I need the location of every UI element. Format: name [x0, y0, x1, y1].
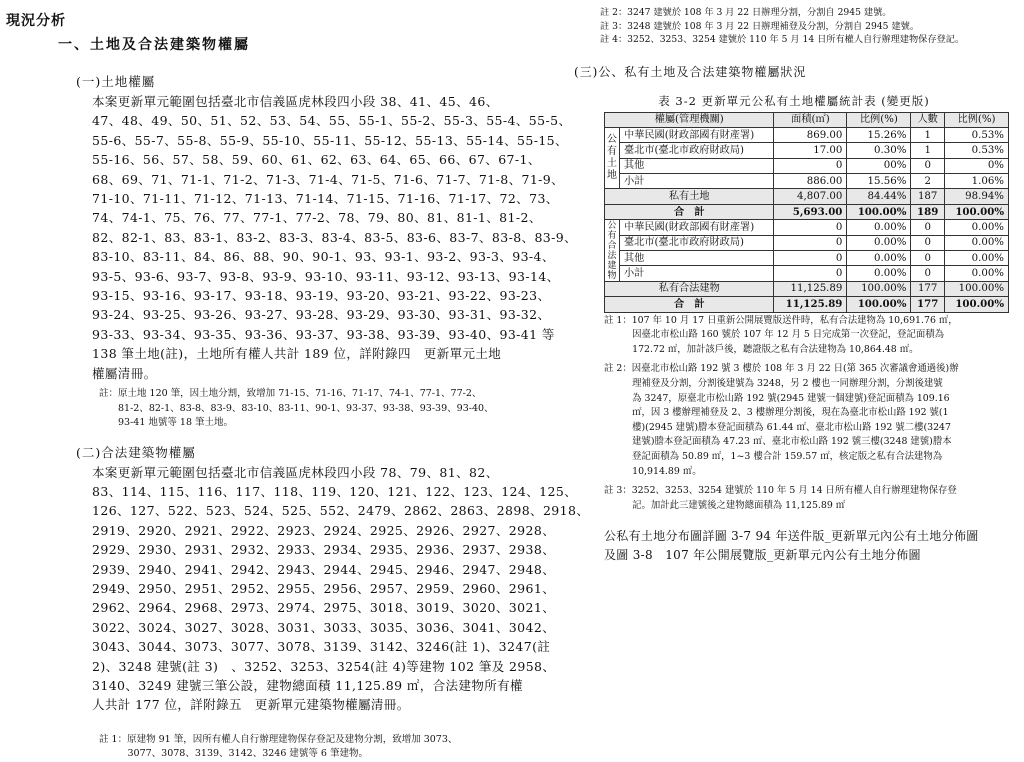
table-cell: 0.00%	[944, 220, 1008, 235]
table-note-line: 註 1：107 年 10 月 17 日重新公開展覽版送件時，私有合法建物為 10,691.76 ㎡，	[604, 314, 958, 326]
table-cell: 0.00%	[847, 235, 911, 250]
table-row	[605, 251, 1009, 266]
text-line: 83、114、115、116、117、118、119、120、121、122、123、124、125、	[92, 484, 578, 499]
table-cell: 中華民國(財政部國有財產署)	[620, 127, 774, 142]
table-row	[605, 189, 1009, 204]
table-cell: 100.00%	[944, 281, 1008, 296]
text-line: 74、74-1、75、76、77、77-1、77-2、78、79、80、81、81-1、81-2、	[92, 210, 542, 226]
table-cell: 5,693.00	[774, 204, 847, 219]
text-line: 2919、2920、2921、2922、2923、2924、2925、2926、2927、2928、	[92, 522, 556, 538]
table-note-line: 10,914.89 ㎡。	[604, 465, 702, 477]
table-row	[605, 235, 1009, 250]
land-paragraph	[92, 92, 578, 383]
table-cell: 0	[911, 235, 945, 250]
text-line: 93-15、93-16、93-17、93-18、93-19、93-20、93-21、93-22、93-23、	[92, 288, 551, 304]
col-header: 人數	[911, 112, 945, 127]
table-note-line: 172.72 ㎡，加計該戶後，聽證版之私有合法建物為 10,864.48 ㎡。	[604, 343, 919, 355]
text-line: 71-10、71-11、71-12、71-13、71-14、71-15、71-16、71-17、72、73、	[92, 191, 559, 207]
text-line: 3140、3249 建號三筆公設，建物總面積 11,125.89 ㎡，合法建物所有權	[92, 678, 523, 694]
table-cell: 小計	[620, 266, 774, 281]
table-cell: 0	[911, 220, 945, 235]
text-line: 83-10、83-11、84、86、88、90、90-1、93、93-1、93-2、93-3、93-4、	[92, 249, 555, 265]
text-line: 126、127、522、523、524、525、552、2479、2862、2863、2898、2918、	[92, 503, 590, 519]
table-cell: 合 計	[605, 204, 774, 219]
table-cell: 合 計	[605, 297, 774, 312]
table-cell: 15.56%	[847, 174, 911, 189]
table-cell: 15.26%	[847, 127, 911, 142]
table-cell: 0	[911, 266, 945, 281]
text-line: 55-6、55-7、55-8、55-9、55-10、55-11、55-12、55-13、55-14、55-15、	[92, 132, 568, 148]
closing-paragraph	[604, 527, 1014, 565]
table-cell: 886.00	[774, 174, 847, 189]
table-header-row	[605, 112, 1009, 127]
table-cell: 100.00%	[944, 297, 1008, 312]
table-cell: 4,807.00	[774, 189, 847, 204]
table-cell: 187	[911, 189, 945, 204]
table-cell: 0.53%	[944, 127, 1008, 142]
table-cell: 177	[911, 297, 945, 312]
table-cell: 0	[911, 251, 945, 266]
closing-line: 及圖 3-8 107 年公開展覽版_更新單元內公有土地分佈圖	[604, 548, 921, 563]
table-row	[605, 281, 1009, 296]
building-note	[99, 733, 516, 762]
left-column	[6, 0, 590, 762]
table-note-line: 理補登及分割，分割後建號為 3248，另 2 樓也一同辦理分割，分割後建號	[604, 377, 943, 389]
table-cell: 0	[774, 266, 847, 281]
table-row	[605, 266, 1009, 281]
text-line: 權屬清冊。	[92, 365, 157, 381]
table-row	[605, 143, 1009, 158]
table-note-line: 建號)謄本登記面積為 47.23 ㎡、臺北市松山路 192 號三樓(3248 建號)謄本	[604, 436, 952, 448]
table-note-line: ㎡，因 3 樓辦理補登及 2、3 樓辦理分割後，現在為臺北市松山路 192 號(1	[604, 407, 949, 419]
text-line: 47、48、49、50、51、52、53、54、55、55-1、55-2、55-3、55-4、55-5、	[92, 113, 572, 129]
text-line: 93-41 地號等 18 筆土地。	[99, 417, 234, 429]
group-label: 公 有 土 地	[605, 127, 620, 189]
text-line: 3022、3024、3027、3028、3031、3033、3035、3036、3041、3042、	[92, 619, 556, 635]
table-row	[605, 297, 1009, 312]
table-cell: 0	[911, 158, 945, 173]
ownership-table	[604, 112, 1009, 313]
building-paragraph	[92, 463, 590, 715]
table-cell: 中華民國(財政部國有財產署)	[620, 220, 774, 235]
table-cell: 其他	[620, 251, 774, 266]
text-line: 2949、2950、2951、2952、2955、2956、2957、2959、2960、2961、	[92, 581, 556, 597]
text-line: 註 1：原建物 91 筆，因所有權人自行辦理建物保存登記及建物分割，致增加 3073、	[99, 733, 458, 745]
table-cell: 0.00%	[944, 235, 1008, 250]
building-subheading: (二)合法建築物權屬	[76, 444, 196, 460]
table-cell: 0	[774, 158, 847, 173]
text-line: 2929、2930、2931、2932、2933、2934、2935、2936、2937、2938、	[92, 542, 556, 558]
table-cell: 0.00%	[944, 266, 1008, 281]
table-row	[605, 158, 1009, 173]
text-line: 2962、2964、2968、2973、2974、2975、3018、3019、3020、3021、	[92, 600, 556, 616]
table-cell: 0.00%	[944, 251, 1008, 266]
table-cell: 臺北市(臺北市政府財政局)	[620, 235, 774, 250]
table-cell: 100.00%	[847, 297, 911, 312]
land-subheading: (一)土地權屬	[76, 74, 156, 89]
table-note-line: 為 3247，原臺北市松山路 192 號(2945 建號一個建號)登記面積為 109.16	[604, 392, 950, 404]
table-cell: 0	[774, 235, 847, 250]
text-line: 3043、3044、3073、3077、3078、3139、3142、3246(註 1)、3247(註	[92, 639, 551, 655]
top-note: 註 3：3248 建號於 108 年 3 月 22 日辦理補登及分割，分割自 2945 建號。	[600, 20, 920, 32]
text-line: 本案更新單元範圍包括臺北市信義區虎林段四小段 38、41、45、46、	[92, 94, 499, 109]
ownership-heading: (三)公、私有土地及合法建築物權屬狀況	[574, 64, 807, 79]
table-row	[605, 204, 1009, 219]
table-cell: 1	[911, 127, 945, 142]
text-line: 註：原土地 120 筆，因土地分割，致增加 71-15、71-16、71-17、74-1、77-1、77-2、	[99, 388, 482, 400]
table-cell: 1.06%	[944, 174, 1008, 189]
text-line: 3077、3078、3139、3142、3246 建號等 6 筆建物。	[99, 748, 368, 760]
table-cell: 0.00%	[847, 251, 911, 266]
table-note-line: 註 2：因臺北市松山路 192 號 3 樓於 108 年 3 月 22 日(第 365 次審議會通過後)辦	[604, 363, 959, 375]
text-line: 2939、2940、2941、2942、2943、2944、2945、2946、2947、2948、	[92, 561, 556, 577]
table-cell: 17.00	[774, 143, 847, 158]
table-note-line: 記。加計此三建號後之建物總面積為 11,125.89 ㎡	[604, 499, 846, 511]
table-cell: 100.00%	[944, 204, 1008, 219]
table-cell: 0	[774, 251, 847, 266]
table-caption: 表 3-2 更新單元公私有土地權屬統計表 (變更版)	[658, 93, 930, 108]
text-line: 2)、3248 建號(註 3) 、3252、3253、3254(註 4)等建物 102 筆及 2958、	[92, 658, 556, 674]
table-cell: 私有合法建物	[605, 281, 774, 296]
table-notes	[604, 314, 1014, 514]
col-header: 面積(㎡)	[774, 112, 847, 127]
text-line: 138 筆土地(註)，土地所有權人共計 189 位，詳附錄四 更新單元土地	[92, 346, 502, 362]
right-column	[574, 0, 1014, 565]
table-note-line: 因臺北市松山路 160 號於 107 年 12 月 5 日完成第一次登記，登記面積為	[604, 329, 945, 341]
col-header: 比例(%)	[944, 112, 1008, 127]
table-cell: 869.00	[774, 127, 847, 142]
col-header: 比例(%)	[847, 112, 911, 127]
table-cell: 177	[911, 281, 945, 296]
table-note-line: 登記面積為 50.89 ㎡，1~3 樓合計 159.57 ㎡，核定版之私有合法建物為	[604, 450, 943, 462]
text-line: 本案更新單元範圍包括臺北市信義區虎林段四小段 78、79、81、82、	[92, 464, 499, 480]
table-cell: 189	[911, 204, 945, 219]
table-cell: 0.00%	[847, 266, 911, 281]
table-cell: 私有土地	[605, 189, 774, 204]
table-cell: 0	[774, 220, 847, 235]
table-cell: 0.30%	[847, 143, 911, 158]
table-row	[605, 127, 1009, 142]
table-row	[605, 220, 1009, 235]
table-cell: 00%	[847, 158, 911, 173]
text-line: 55-16、56、57、58、59、60、61、62、63、64、65、66、67、67-1、	[92, 152, 541, 168]
text-line: 人共計 177 位，詳附錄五 更新單元建築物權屬清冊。	[92, 697, 410, 713]
main-heading: 一、土地及合法建築物權屬	[58, 37, 250, 53]
top-note: 註 4：3252、3253、3254 建號於 110 年 5 月 14 日所有權人自行辦理建物保存登記。	[600, 34, 965, 45]
text-line: 81-2、82-1、83-8、83-9、83-10、83-11、90-1、93-37、93-38、93-39、93-40、	[99, 402, 494, 414]
table-cell: 84.44%	[847, 189, 911, 204]
text-line: 68、69、71、71-1、71-2、71-3、71-4、71-5、71-6、71-7、71-8、71-9、	[92, 171, 565, 187]
table-cell: 100.00%	[847, 281, 911, 296]
table-cell: 0%	[944, 158, 1008, 173]
text-line: 93-5、93-6、93-7、93-8、93-9、93-10、93-11、93-12、93-13、93-14、	[92, 268, 560, 284]
table-cell: 98.94%	[944, 189, 1008, 204]
table-cell: 11,125.89	[774, 281, 847, 296]
land-note	[99, 387, 516, 431]
top-notes	[600, 6, 1014, 47]
table-cell: 其他	[620, 158, 774, 173]
table-cell: 0.53%	[944, 143, 1008, 158]
closing-line: 公私有土地分布圖詳圖 3-7 94 年送件版_更新單元內公有土地分佈圖	[604, 529, 979, 544]
table-cell: 0.00%	[847, 220, 911, 235]
table-note-line: 樓)(2945 建號)謄本登記面積為 61.44 ㎡、臺北市松山路 192 號二樓(3247	[604, 421, 951, 433]
table-row	[605, 174, 1009, 189]
table-cell: 100.00%	[847, 204, 911, 219]
table-cell: 1	[911, 143, 945, 158]
top-note: 註 2：3247 建號於 108 年 3 月 22 日辦理分割，分割自 2945 建號。	[600, 7, 892, 18]
table-cell: 小計	[620, 174, 774, 189]
col-header: 權屬(管理機關)	[605, 112, 774, 127]
text-line: 82、82-1、83、83-1、83-2、83-3、83-4、83-5、83-6、83-7、83-8、83-9、	[92, 229, 578, 245]
table-cell: 2	[911, 174, 945, 189]
text-line: 93-24、93-25、93-26、93-27、93-28、93-29、93-30、93-31、93-32、	[92, 307, 551, 323]
group-label: 公 有 合 法 建 物	[605, 220, 620, 282]
text-line: 93-33、93-34、93-35、93-36、93-37、93-38、93-39、93-40、93-41 等	[92, 326, 555, 342]
table-note-line: 註 3：3252、3253、3254 建號於 110 年 5 月 14 日所有權人自行辦理建物保存登	[604, 485, 957, 497]
section-title: 現況分析	[6, 13, 66, 29]
table-cell: 臺北市(臺北市政府財政局)	[620, 143, 774, 158]
table-cell: 11,125.89	[774, 297, 847, 312]
